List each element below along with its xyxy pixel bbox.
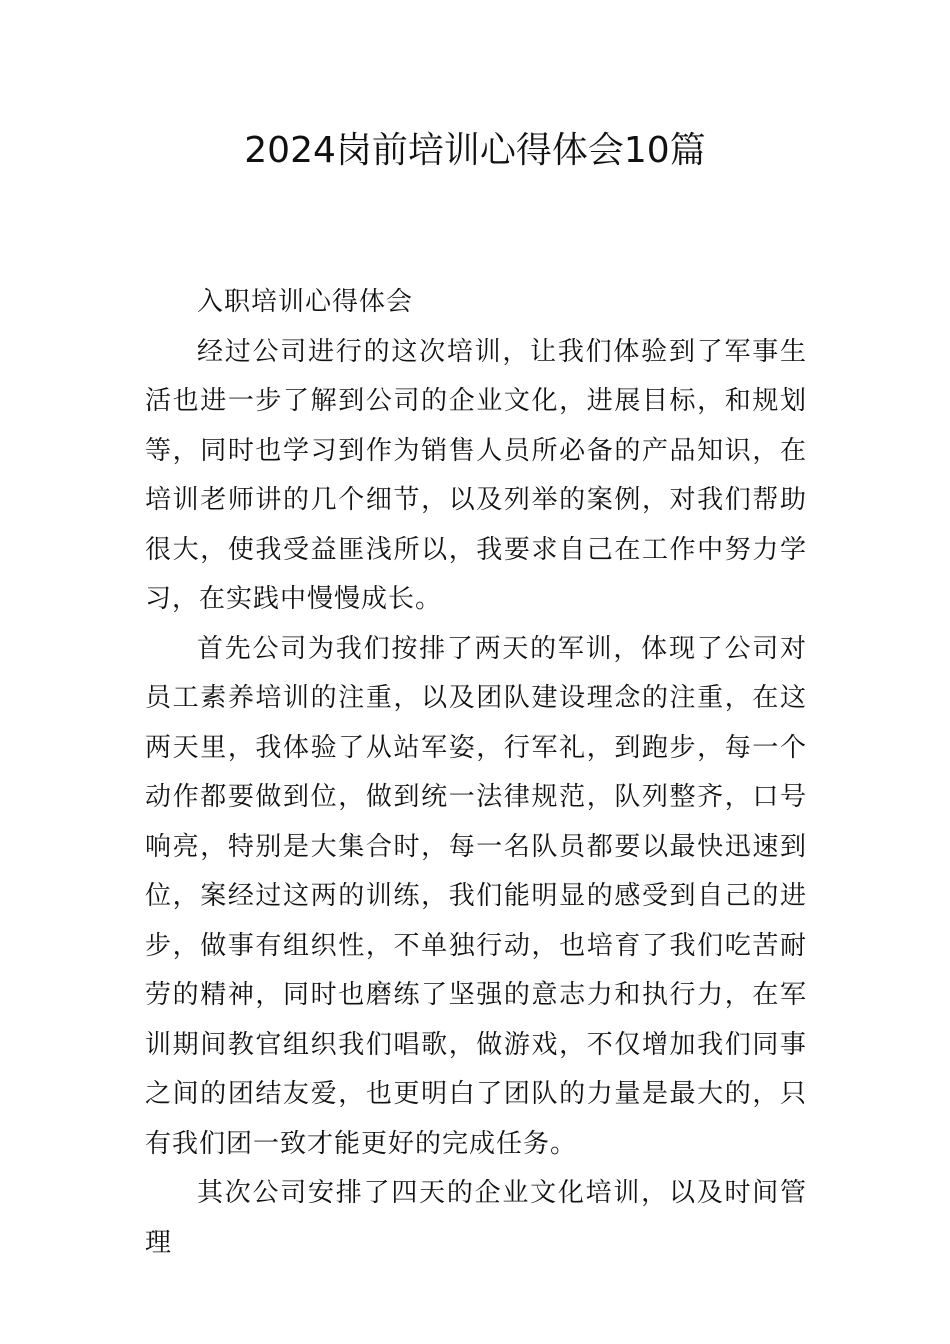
document-title: 2024岗前培训心得体会10篇 [244, 130, 706, 171]
paragraph-1: 经过公司进行的这次培训，让我们体验到了军事生活也进一步了解到公司的企业文化，进展目标，和规划等，同时也学习到作为销售人员所必备的产品知识，在培训老师讲的几个细节，以及列举的案例，对我们帮助很大，使我受益匪浅所以，我要求自己在工作中努力学习，在实践中慢慢成长。 [145, 336, 807, 614]
paragraph-2: 首先公司为我们按排了两天的军训，体现了公司对员工素养培训的注重，以及团队建设理念的注重，在这两天里，我体验了从站军姿，行军礼，到跑步，每一个动作都要做到位，做到统一法律规范，队列整齐，口号响亮，特别是大集合时，每一名队员都要以最快迅速到位，案经过这两的训练，我们能明显的感受到自己的进步，做事有组织性，不单独行动，也培育了我们吃苦耐劳的精神，同时也磨练了坚强的意志力和执行力，在军训期间教官组织我们唱歌，做游戏，不仅增加我们同事之间的团结友爱，也更明白了团队的力量是最大的，只有我们团一致才能更好的完成任务。 [145, 633, 807, 1159]
document-body [145, 278, 807, 1268]
paragraph-3: 其次公司安排了四天的企业文化培训，以及时间管理 [145, 1178, 807, 1258]
section-heading: 入职培训心得体会 [197, 287, 414, 317]
